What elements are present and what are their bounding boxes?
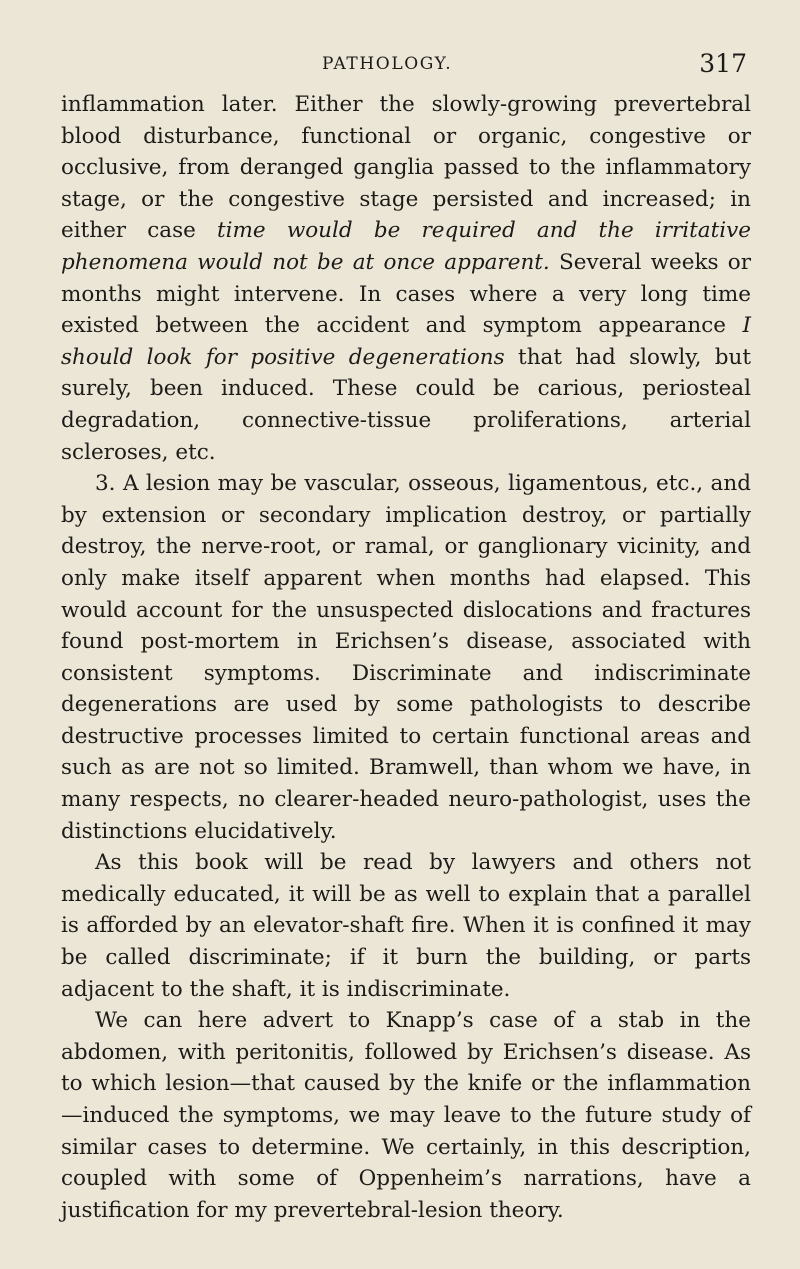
paragraph-continuation	[61, 89, 751, 468]
text-segment: Several weeks or months might intervene. In cases where a very long time existed between the accident and symptom appearance	[61, 249, 751, 339]
italic-segment: time would be required and the irritative phenomena would not be at once apparent.	[61, 218, 751, 275]
paragraph-elevator-analogy	[61, 847, 751, 1005]
paragraph-knapp-case	[61, 1005, 751, 1226]
text-segment: As this book will be read by lawyers and others not medically educated, it will be as well to explain that a parallel is afforded by an elevator-shaft fire. When it is confined it may be called discriminate; if it burn the building, or parts adjacent to the shaft, it is indiscriminate.	[61, 850, 751, 1002]
text-segment: that had slowly, but surely, been induced. These could be carious, periosteal degradation, connective-tissue proliferations, arterial scleroses, etc.	[61, 344, 752, 465]
text-segment: inflammation later. Either the slowly-growing prevertebral blood disturbance, functional or organic, congestive or occlusive, from deranged ganglia passed to the inflammatory stage, or the congestive stage persisted and increased; in either case	[61, 92, 751, 244]
italic-segment: I should look for positive degenerations	[61, 313, 751, 370]
text-segment: 3. A lesion may be vascular, osseous, ligamentous, etc., and by extension or secondary implication destroy, or partially destroy, the nerve-root, or ramal, or ganglionary vicinity, and only make itself apparent when months had elapsed. This would account for the unsuspected dislocations and fractures found post-mortem in Erichsen’s disease, associated with consistent symptoms. Discriminate and indiscriminate degenerations are used by some pathologists to describe destructive processes limited to certain functional areas and such as are not so limited. Bramwell, than whom we have, in many respects, no clearer-headed neuro-pathologist, uses the distinctions elucidatively.	[61, 471, 751, 844]
running-head-title: PATHOLOGY.	[322, 54, 453, 74]
body-text	[61, 89, 751, 1226]
paragraph-point-3	[61, 468, 751, 847]
page-number: 317	[699, 49, 747, 78]
text-segment: We can here advert to Knapp’s case of a stab in the abdomen, with peritonitis, followed by Erichsen’s disease. As to which lesion—that caused by the knife or the inflammation—induced the symptoms, we may leave to the future study of similar cases to determine. We certainly, in this description, coupled with some of Oppenheim’s narrations, have a justification for my prevertebral-lesion theory.	[61, 1008, 751, 1223]
running-head	[322, 49, 747, 84]
